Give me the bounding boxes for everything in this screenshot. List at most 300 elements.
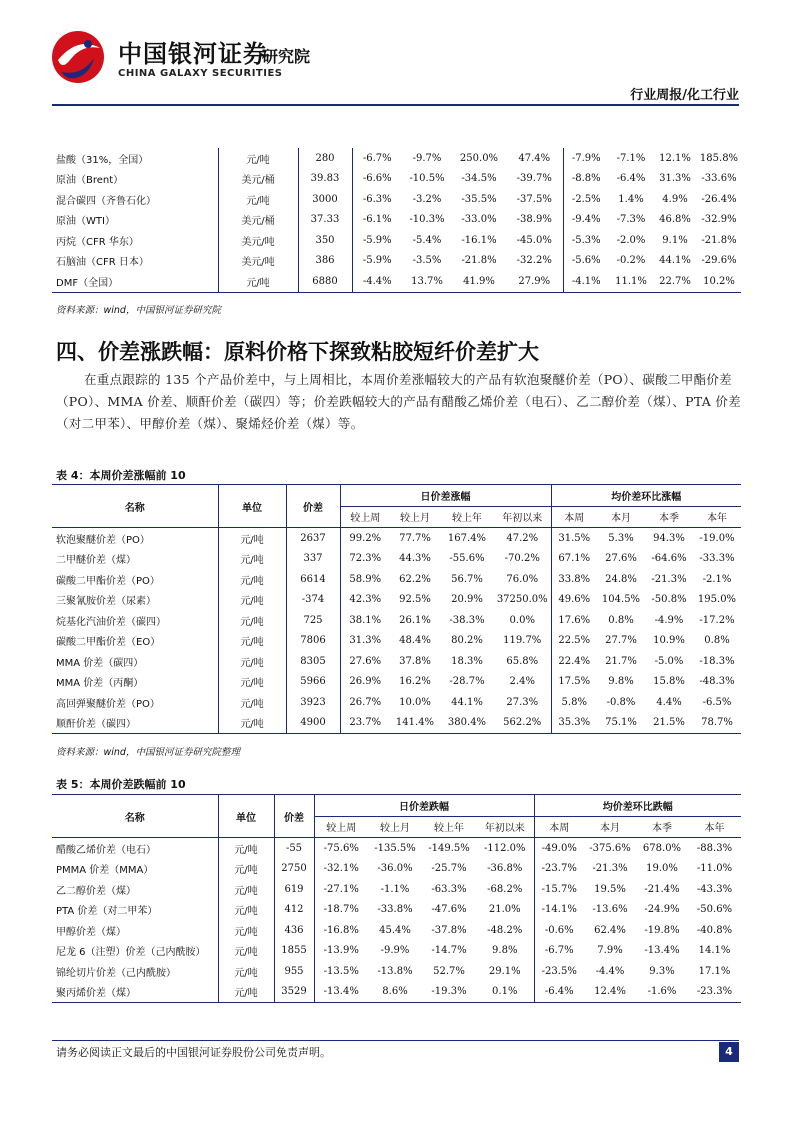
table5-header-group1: 日价差跌幅 <box>314 795 534 817</box>
logo-chinese-name: 中国银河证券 <box>118 40 268 68</box>
table5-sub-header: 较上月 <box>380 823 410 835</box>
table-cell: 4.9% <box>662 193 688 205</box>
table-row <box>52 590 741 611</box>
table-cell: 17.1% <box>698 965 731 977</box>
table-cell: -5.4% <box>412 234 442 246</box>
table-row <box>52 210 741 231</box>
table4-sub-header: 较上周 <box>350 513 381 525</box>
table-cell: 碳酸二甲酯价差（EO） <box>52 631 218 652</box>
footer-rule <box>52 1040 739 1041</box>
table-cell: 9.8% <box>608 676 634 688</box>
table-cell: 1855 <box>274 941 314 962</box>
table-cell: -9.9% <box>380 945 410 957</box>
table-cell: -18.3% <box>699 655 735 667</box>
table-cell: -4.9% <box>654 614 684 626</box>
price-change-table-continued <box>52 148 741 293</box>
table4-header-price: 价差 <box>286 485 340 528</box>
table-cell: 三聚氰胺价差（尿素） <box>52 590 218 611</box>
table-row <box>52 528 741 549</box>
table-cell: -5.9% <box>362 255 392 267</box>
table-cell: -18.7% <box>323 904 359 916</box>
table-cell: 软泡聚醚价差（PO） <box>52 528 218 549</box>
table-cell: 0.1% <box>476 982 534 1003</box>
table-cell: 35.3% <box>558 717 591 729</box>
table-row <box>52 920 741 941</box>
table-cell: 元/吨 <box>218 631 286 652</box>
table-cell: 955 <box>274 961 314 982</box>
table-cell: -38.9% <box>506 210 563 231</box>
table-cell: -45.0% <box>506 230 563 251</box>
table4-sub-header: 较上月 <box>400 513 430 525</box>
table-cell: 10.9% <box>653 635 685 647</box>
table-cell: 元/吨 <box>218 528 286 549</box>
table-cell: 元/吨 <box>218 569 286 590</box>
table-cell: 2637 <box>286 528 340 549</box>
table-cell: 4.4% <box>656 696 682 708</box>
table-cell: -23.5% <box>541 965 577 977</box>
table-cell: -37.8% <box>431 924 467 936</box>
table5-header-name: 名称 <box>52 795 218 838</box>
table-top-source: 资料来源：wind，中国银河证券研究院 <box>56 305 221 316</box>
table-cell: -49.0% <box>541 842 577 854</box>
table-cell: 26.1% <box>399 614 431 626</box>
table-cell: -63.3% <box>431 883 467 895</box>
table4-sub-header: 年初以来 <box>494 506 551 528</box>
table-cell: 380.4% <box>447 717 487 729</box>
table-cell: 75.1% <box>605 717 637 729</box>
table-cell: -29.6% <box>701 255 737 267</box>
table-cell: 37250.0% <box>494 590 551 611</box>
table-cell: 280 <box>298 148 352 169</box>
table-cell: 46.8% <box>659 214 691 226</box>
table-cell: -21.8% <box>461 255 497 267</box>
table-cell: 2.4% <box>494 672 551 693</box>
table-cell: 3923 <box>286 692 340 713</box>
table-cell: -14.7% <box>431 945 467 957</box>
table-cell: 元/吨 <box>218 859 274 880</box>
table5-sub-header: 本周 <box>549 823 570 835</box>
table-cell: -3.2% <box>412 193 442 205</box>
table-cell: 19.0% <box>646 863 678 875</box>
table-cell: -33.0% <box>461 214 497 226</box>
table-cell: 0.0% <box>494 610 551 631</box>
table-cell: 丙烷（CFR 华东） <box>52 230 218 251</box>
table-row <box>52 838 741 859</box>
table-cell: 元/吨 <box>218 982 274 1003</box>
table-cell: -47.6% <box>431 904 467 916</box>
table-cell: 碳酸二甲酯价差（PO） <box>52 569 218 590</box>
table-cell: 元/吨 <box>218 838 274 859</box>
table-cell: 元/吨 <box>218 692 286 713</box>
table-row <box>52 271 741 292</box>
table-row <box>52 672 741 693</box>
table-cell: 27.9% <box>506 271 563 292</box>
table5-sub-header: 较上周 <box>326 823 357 835</box>
table-cell: 47.4% <box>506 148 563 169</box>
table-row <box>52 692 741 713</box>
table-cell: -112.0% <box>476 838 534 859</box>
table-cell: 37.33 <box>298 210 352 231</box>
table-cell: -6.7% <box>544 945 574 957</box>
table-cell: 62.4% <box>594 924 626 936</box>
table-cell: -2.1% <box>702 573 732 585</box>
table-cell: 0.8% <box>704 635 730 647</box>
table-cell: 80.2% <box>451 635 483 647</box>
table-cell: -6.3% <box>362 193 392 205</box>
table-cell: 元/吨 <box>218 549 286 570</box>
table-cell: 元/吨 <box>218 189 298 210</box>
table-cell: -21.3% <box>592 863 628 875</box>
table-cell: 56.7% <box>451 573 483 585</box>
table-cell: 甲醇价差（煤） <box>52 920 218 941</box>
table-cell: -5.6% <box>571 255 601 267</box>
table-cell: 24.8% <box>605 573 637 585</box>
table-cell: 17.6% <box>558 614 591 626</box>
table-cell: -88.3% <box>696 842 733 854</box>
table-cell: 元/吨 <box>218 879 274 900</box>
table-cell: -16.8% <box>323 924 359 936</box>
table-cell: 31.3% <box>349 635 382 647</box>
table-cell: 锦纶切片价差（己内酰胺） <box>52 961 218 982</box>
table4-header-group2: 均价差环比涨幅 <box>551 485 741 507</box>
table-cell: -21.8% <box>701 234 737 246</box>
table5-sub-header: 年初以来 <box>476 816 534 838</box>
table-cell: 41.9% <box>463 275 495 287</box>
table4-sub-header: 较上年 <box>452 513 482 525</box>
table-cell: -4.4% <box>362 275 392 287</box>
table-row <box>52 230 741 251</box>
table-cell: -48.3% <box>699 676 735 688</box>
table-cell: -26.4% <box>701 193 737 205</box>
table-cell: 5.3% <box>608 532 634 544</box>
table-cell: -55 <box>274 838 314 859</box>
table-cell: -64.6% <box>651 553 687 565</box>
logo-institute: 研究院 <box>262 47 311 66</box>
company-logo <box>48 26 348 90</box>
table-cell: 高回弹聚醚价差（PO） <box>52 692 218 713</box>
table-cell: -8.8% <box>571 173 601 185</box>
table-cell: -70.2% <box>494 549 551 570</box>
table-cell: 48.4% <box>399 635 431 647</box>
table-cell: 42.3% <box>349 594 382 606</box>
table-cell: 6880 <box>298 271 352 292</box>
table-cell: -15.7% <box>541 883 577 895</box>
disclaimer: 请务必阅读正文最后的中国银河证券股份公司免责声明。 <box>56 1046 331 1059</box>
table-cell: -1.1% <box>380 883 410 895</box>
table-cell: 18.3% <box>451 655 483 667</box>
table-cell: 104.5% <box>601 594 641 606</box>
table-row <box>52 879 741 900</box>
table-cell: 尼龙 6（注塑）价差（己内酰胺） <box>52 941 218 962</box>
table-cell: 19.5% <box>594 883 626 895</box>
table-cell: 9.1% <box>662 234 688 246</box>
table-cell: -33.8% <box>377 904 413 916</box>
table-cell: 29.1% <box>476 961 534 982</box>
table-cell: 10.0% <box>399 696 431 708</box>
table-cell: -68.2% <box>476 879 534 900</box>
table-cell: -23.7% <box>541 863 577 875</box>
table-row <box>52 169 741 190</box>
table-cell: PMMA 价差（MMA） <box>52 859 218 880</box>
table-cell: MMA 价差（碳四） <box>52 651 218 672</box>
table-cell: 烷基化汽油价差（碳四） <box>52 610 218 631</box>
table-cell: -9.7% <box>412 152 442 164</box>
table-cell: 62.2% <box>399 573 431 585</box>
table-cell: 195.0% <box>697 594 737 606</box>
table-cell: 250.0% <box>459 152 499 164</box>
table-cell: -16.1% <box>461 234 497 246</box>
table4-source: 资料来源：wind，中国银河证券研究院整理 <box>56 747 240 758</box>
table-row <box>52 631 741 652</box>
table-row <box>52 569 741 590</box>
table-cell: 21.0% <box>476 900 534 921</box>
table-row <box>52 549 741 570</box>
table-cell: 52.7% <box>433 965 465 977</box>
table-cell: 混合碳四（齐鲁石化） <box>52 189 218 210</box>
table-cell: 20.9% <box>451 594 483 606</box>
table-cell: 92.5% <box>399 594 431 606</box>
table-cell: -0.8% <box>606 696 636 708</box>
table-cell: 2750 <box>274 859 314 880</box>
spread-rise-table <box>52 484 741 734</box>
table-cell: -5.9% <box>362 234 392 246</box>
table-cell: 78.7% <box>701 717 733 729</box>
table-cell: 27.7% <box>605 635 637 647</box>
table-cell: 12.4% <box>594 986 626 998</box>
table-cell: 原油（WTI） <box>52 210 218 231</box>
table-cell: -7.3% <box>616 214 646 226</box>
table-cell: -10.5% <box>409 173 445 185</box>
table5-header-price: 价差 <box>274 795 314 838</box>
table-cell: -19.0% <box>699 532 735 544</box>
table-cell: 盐酸（31%，全国） <box>52 148 218 169</box>
table-cell: -4.1% <box>571 275 601 287</box>
table-cell: -6.6% <box>362 173 392 185</box>
table-cell: 元/吨 <box>218 148 298 169</box>
table-cell: 31.5% <box>558 532 591 544</box>
table4-header-unit: 单位 <box>218 485 286 528</box>
table4-sub-header: 本月 <box>611 513 631 525</box>
table-cell: -32.2% <box>506 251 563 272</box>
table-cell: 元/吨 <box>218 900 274 921</box>
table-cell: -13.5% <box>323 965 359 977</box>
table-cell: 67.1% <box>558 553 591 565</box>
table-cell: 58.9% <box>349 573 382 585</box>
table-cell: -13.8% <box>377 965 413 977</box>
table-cell: 47.2% <box>494 528 551 549</box>
table4-caption: 表 4：本周价差涨幅前 10 <box>56 469 186 482</box>
table-cell: -34.5% <box>461 173 497 185</box>
table-cell: 44.1% <box>659 255 691 267</box>
table-cell: 119.7% <box>494 631 551 652</box>
table-cell: 15.8% <box>653 676 685 688</box>
table-cell: 元/吨 <box>218 651 286 672</box>
table-cell: 美元/桶 <box>218 210 298 231</box>
table-cell: 23.7% <box>349 717 382 729</box>
table4-sub-header: 本周 <box>564 513 585 525</box>
table-cell: 7.9% <box>597 945 623 957</box>
table-cell: 167.4% <box>447 532 487 544</box>
table-cell: 44.3% <box>399 553 431 565</box>
table-row <box>52 961 741 982</box>
table-cell: -28.7% <box>449 676 485 688</box>
table-cell: -6.4% <box>544 986 574 998</box>
table-cell: 619 <box>274 879 314 900</box>
table-cell: -32.1% <box>323 863 359 875</box>
table-cell: -21.4% <box>644 883 680 895</box>
table5-sub-header: 本月 <box>600 823 620 835</box>
table-cell: -2.0% <box>616 234 646 246</box>
table-cell: PTA 价差（对二甲苯） <box>52 900 218 921</box>
table-cell: -9.4% <box>571 214 601 226</box>
table5-sub-header: 本季 <box>652 823 672 835</box>
table-cell: 26.7% <box>349 696 382 708</box>
table-cell: 412 <box>274 900 314 921</box>
table-row <box>52 713 741 734</box>
table-cell: -375.6% <box>589 842 631 854</box>
table-cell: -10.3% <box>409 214 445 226</box>
table-cell: -19.3% <box>431 986 467 998</box>
table-cell: -13.4% <box>323 986 359 998</box>
galaxy-logo-icon <box>48 26 108 88</box>
table-cell: 12.1% <box>659 152 691 164</box>
table-cell: -48.2% <box>476 920 534 941</box>
table-cell: 725 <box>286 610 340 631</box>
table-cell: -13.6% <box>592 904 628 916</box>
table-row <box>52 651 741 672</box>
table-cell: 9.8% <box>476 941 534 962</box>
table5-sub-header: 本年 <box>704 823 725 835</box>
table4-header-group1: 日价差涨幅 <box>340 485 551 507</box>
table-cell: 6614 <box>286 569 340 590</box>
table-cell: 21.5% <box>653 717 685 729</box>
table-cell: -25.7% <box>431 863 467 875</box>
table-cell: 美元/吨 <box>218 251 298 272</box>
table-cell: -50.8% <box>651 594 687 606</box>
table-cell: -7.9% <box>571 152 601 164</box>
table-cell: -43.3% <box>696 883 733 895</box>
table-cell: 7806 <box>286 631 340 652</box>
page-number: 4 <box>719 1042 739 1062</box>
table-cell: 醋酸乙烯价差（电石） <box>52 838 218 859</box>
table-cell: -1.6% <box>647 986 677 998</box>
table-cell: 顺酐价差（碳四） <box>52 713 218 734</box>
table-cell: 元/吨 <box>218 610 286 631</box>
table-cell: 聚丙烯价差（煤） <box>52 982 218 1003</box>
table-cell: -13.9% <box>323 945 359 957</box>
table-cell: -5.3% <box>571 234 601 246</box>
table-cell: -50.6% <box>696 904 733 916</box>
table-cell: 元/吨 <box>218 672 286 693</box>
table-cell: 39.83 <box>298 169 352 190</box>
table-cell: -40.8% <box>696 924 733 936</box>
table-cell: MMA 价差（丙酮） <box>52 672 218 693</box>
table-cell: 13.7% <box>411 275 443 287</box>
table-cell: -13.4% <box>644 945 680 957</box>
table-cell: -5.0% <box>654 655 684 667</box>
table-cell: 37.8% <box>399 655 431 667</box>
table-row <box>52 982 741 1003</box>
table-cell: 99.2% <box>349 532 382 544</box>
table-cell: -4.4% <box>595 965 625 977</box>
table-cell: -2.5% <box>571 193 601 205</box>
table5-sub-header: 较上年 <box>434 823 464 835</box>
table-cell: 22.7% <box>659 275 691 287</box>
table-cell: 二甲醚价差（煤） <box>52 549 218 570</box>
table4-header-name: 名称 <box>52 485 218 528</box>
table-cell: -33.6% <box>701 173 737 185</box>
table-cell: -38.3% <box>449 614 485 626</box>
table-cell: 8305 <box>286 651 340 672</box>
table-cell: -36.8% <box>476 859 534 880</box>
table-row <box>52 941 741 962</box>
table-cell: 77.7% <box>399 532 431 544</box>
table-cell: 22.5% <box>558 635 591 647</box>
table-cell: -32.9% <box>701 214 737 226</box>
table-cell: -6.7% <box>362 152 392 164</box>
table-cell: 76.0% <box>494 569 551 590</box>
table-cell: 3000 <box>298 189 352 210</box>
table4-sub-header: 本季 <box>659 513 679 525</box>
table-cell: -6.5% <box>702 696 732 708</box>
table-cell: 26.9% <box>349 676 382 688</box>
table-cell: -6.1% <box>362 214 392 226</box>
section-paragraph: 在重点跟踪的 135 个产品价差中，与上周相比，本周价差涨幅较大的产品有软泡聚醚价差（PO）、碳酸二甲酯价差（PO）、MMA 价差、顺酐价差（碳四）等；价差跌幅较大的产品有醋酸乙烯价差（电石）、乙二醇价差（煤）、PTA 价差（对二甲苯）、甲醇价差（煤）、聚烯烃价差（煤）等。 <box>56 372 741 431</box>
section-title: 四、价差涨跌幅：原料价格下探致粘胶短纤价差扩大 <box>56 340 539 364</box>
table-cell: 10.2% <box>703 275 735 287</box>
spread-fall-table <box>52 794 741 1003</box>
table5-caption: 表 5：本周价差跌幅前 10 <box>56 778 186 791</box>
table-cell: 11.1% <box>615 275 647 287</box>
table-cell: -36.0% <box>377 863 413 875</box>
table-cell: -135.5% <box>374 842 416 854</box>
table-cell: 17.5% <box>558 676 591 688</box>
table-cell: 33.8% <box>558 573 591 585</box>
table-cell: 5966 <box>286 672 340 693</box>
table-cell: 44.1% <box>451 696 483 708</box>
table-cell: -6.4% <box>616 173 646 185</box>
table-cell: 16.2% <box>399 676 431 688</box>
table-cell: 27.6% <box>349 655 382 667</box>
table-cell: -24.9% <box>644 904 680 916</box>
table-cell: 乙二醇价差（煤） <box>52 879 218 900</box>
table-cell: 8.6% <box>382 986 408 998</box>
table-row <box>52 148 741 169</box>
table-cell: 4900 <box>286 713 340 734</box>
table5-header-unit: 单位 <box>218 795 274 838</box>
table-cell: 元/吨 <box>218 271 298 292</box>
table-row <box>52 859 741 880</box>
table-cell: 94.3% <box>653 532 685 544</box>
table-cell: 45.4% <box>379 924 411 936</box>
table-cell: -39.7% <box>506 169 563 190</box>
table-cell: -17.2% <box>699 614 735 626</box>
table-cell: 元/吨 <box>218 713 286 734</box>
table-cell: 350 <box>298 230 352 251</box>
table-cell: 1.4% <box>618 193 644 205</box>
report-type: 行业周报/化工行业 <box>630 88 739 103</box>
table-cell: -7.1% <box>616 152 646 164</box>
table-cell: 14.1% <box>698 945 731 957</box>
table-cell: -35.5% <box>461 193 497 205</box>
table-cell: 21.7% <box>605 655 637 667</box>
table-cell: 元/吨 <box>218 590 286 611</box>
table-cell: 678.0% <box>642 842 682 854</box>
table-cell: 185.8% <box>699 152 739 164</box>
table-cell: 石脑油（CFR 日本） <box>52 251 218 272</box>
table-cell: 436 <box>274 920 314 941</box>
logo-english-name: CHINA GALAXY SECURITIES <box>118 68 283 79</box>
